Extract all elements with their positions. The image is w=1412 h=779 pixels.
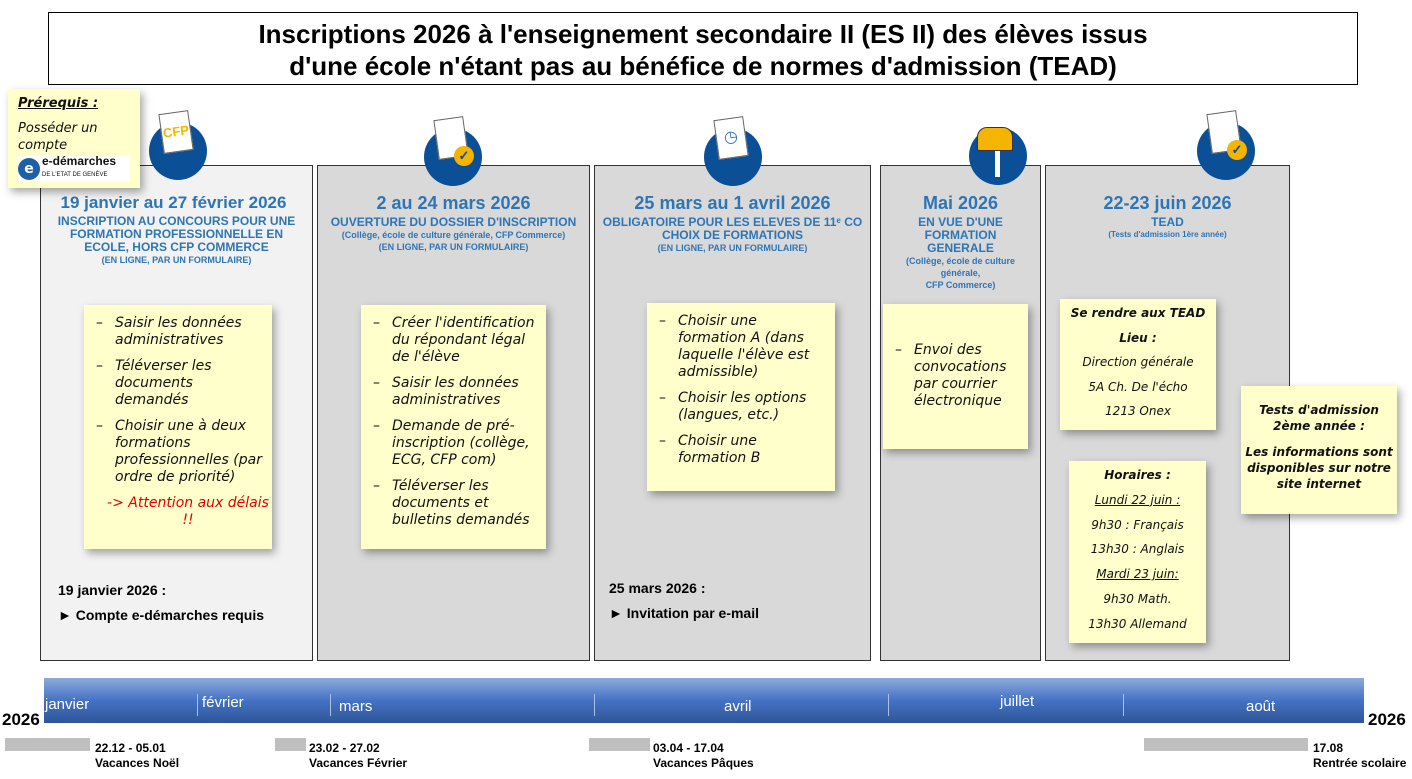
year-label-right: 2026: [1368, 710, 1406, 729]
phase-panel-1: 19 janvier au 27 février 2026 INSCRIPTION AU CONCOURS POUR UNE FORMATION PROFESSIONNELLE EN ECOLE, HORS CFP COMMERCE (EN LIGNE, PAR UN FORMULAIRE): [40, 165, 313, 661]
vacation-label: 23.02 - 27.02 Vacances Février: [309, 741, 408, 770]
checklist-icon: ✓: [1197, 122, 1255, 180]
task-note-1: – Saisir les données administratives – Téléverser les documents demandés – Choisir une à deux formations professionnelles (par ordre de priorité) -> Attention aux délais !!: [84, 305, 272, 549]
task-note-2: – Créer l'identification du répondant légal de l'élève – Saisir les données administratives – Demande de pré-inscription (collège, ECG, CFP com) – Téléverser les documents et bulletins demandés: [361, 305, 546, 549]
phase-panel-3: 25 mars au 1 avril 2026 OBLIGATOIRE POUR LES ELEVES DE 11ᵉ CO CHOIX DE FORMATIONS (EN LIGNE, PAR UN FORMULAIRE): [594, 165, 871, 661]
year-label-left: 2026: [2, 710, 40, 729]
tead-location-note: Se rendre aux TEAD Lieu : Direction générale 5A Ch. De l'écho 1213 Onex: [1060, 299, 1216, 430]
phase-panel-5: 22-23 juin 2026 TEAD (Tests d'admission 1ère année): [1045, 165, 1290, 661]
panel-1-footer: 19 janvier 2026 : ► Compte e-démarches requis: [58, 582, 265, 623]
tead-schedule-note: Horaires : Lundi 22 juin : 9h30 : Français 13h30 : Anglais Mardi 23 juin: 9h30 Math. 13h30 Allemand: [1069, 461, 1206, 643]
vacation-marker: [589, 738, 650, 751]
cfp-document-icon: CFP: [149, 122, 207, 180]
task-note-3: – Choisir une formation A (dans laquelle l'élève est admissible) – Choisir les options (langues, etc.) – Choisir une formation B: [647, 303, 835, 491]
vacation-label: 22.12 - 05.01 Vacances Noël: [95, 741, 180, 770]
vacation-label: 03.04 - 17.04 Vacances Pâques: [653, 741, 754, 770]
vacation-marker: [5, 738, 90, 751]
school-start-label: 17.08 Rentrée scolaire: [1313, 741, 1407, 770]
phase-panel-4: Mai 2026 EN VUE D'UNE FORMATION GENERALE (Collège, école de culture générale, CFP Commerce): [880, 165, 1041, 661]
e-demarches-logo: e e-démarches DE L'ETAT DE GENÈVE: [18, 156, 130, 181]
second-year-note: Tests d'admission 2ème année : Les informations sont disponibles sur notre site internet: [1241, 386, 1397, 514]
page-title: Inscriptions 2026 à l'enseignement secondaire II (ES II) des élèves issus d'une école n'étant pas au bénéfice de normes d'admission (TEAD): [48, 12, 1358, 85]
checklist-icon: ✓: [424, 128, 482, 186]
vacation-marker: [1144, 738, 1308, 751]
vacation-marker: [275, 738, 306, 751]
phase-panel-2: 2 au 24 mars 2026 OUVERTURE DU DOSSIER D'INSCRIPTION (Collège, école de culture générale, CFP Commerce) (EN LIGNE, PAR UN FORMULAIRE): [317, 165, 590, 661]
timeline-bar: janvier février mars avril juillet août: [44, 678, 1364, 723]
panel-3-footer: 25 mars 2026 : ► Invitation par e-mail: [609, 580, 759, 621]
prerequisite-note: Prérequis : Posséder un compte e e-démarches DE L'ETAT DE GENÈVE: [8, 89, 140, 188]
task-note-4: – Envoi des convocations par courrier électronique: [883, 304, 1028, 449]
mailbox-icon: [969, 127, 1027, 185]
stopwatch-document-icon: ◷: [704, 128, 762, 186]
